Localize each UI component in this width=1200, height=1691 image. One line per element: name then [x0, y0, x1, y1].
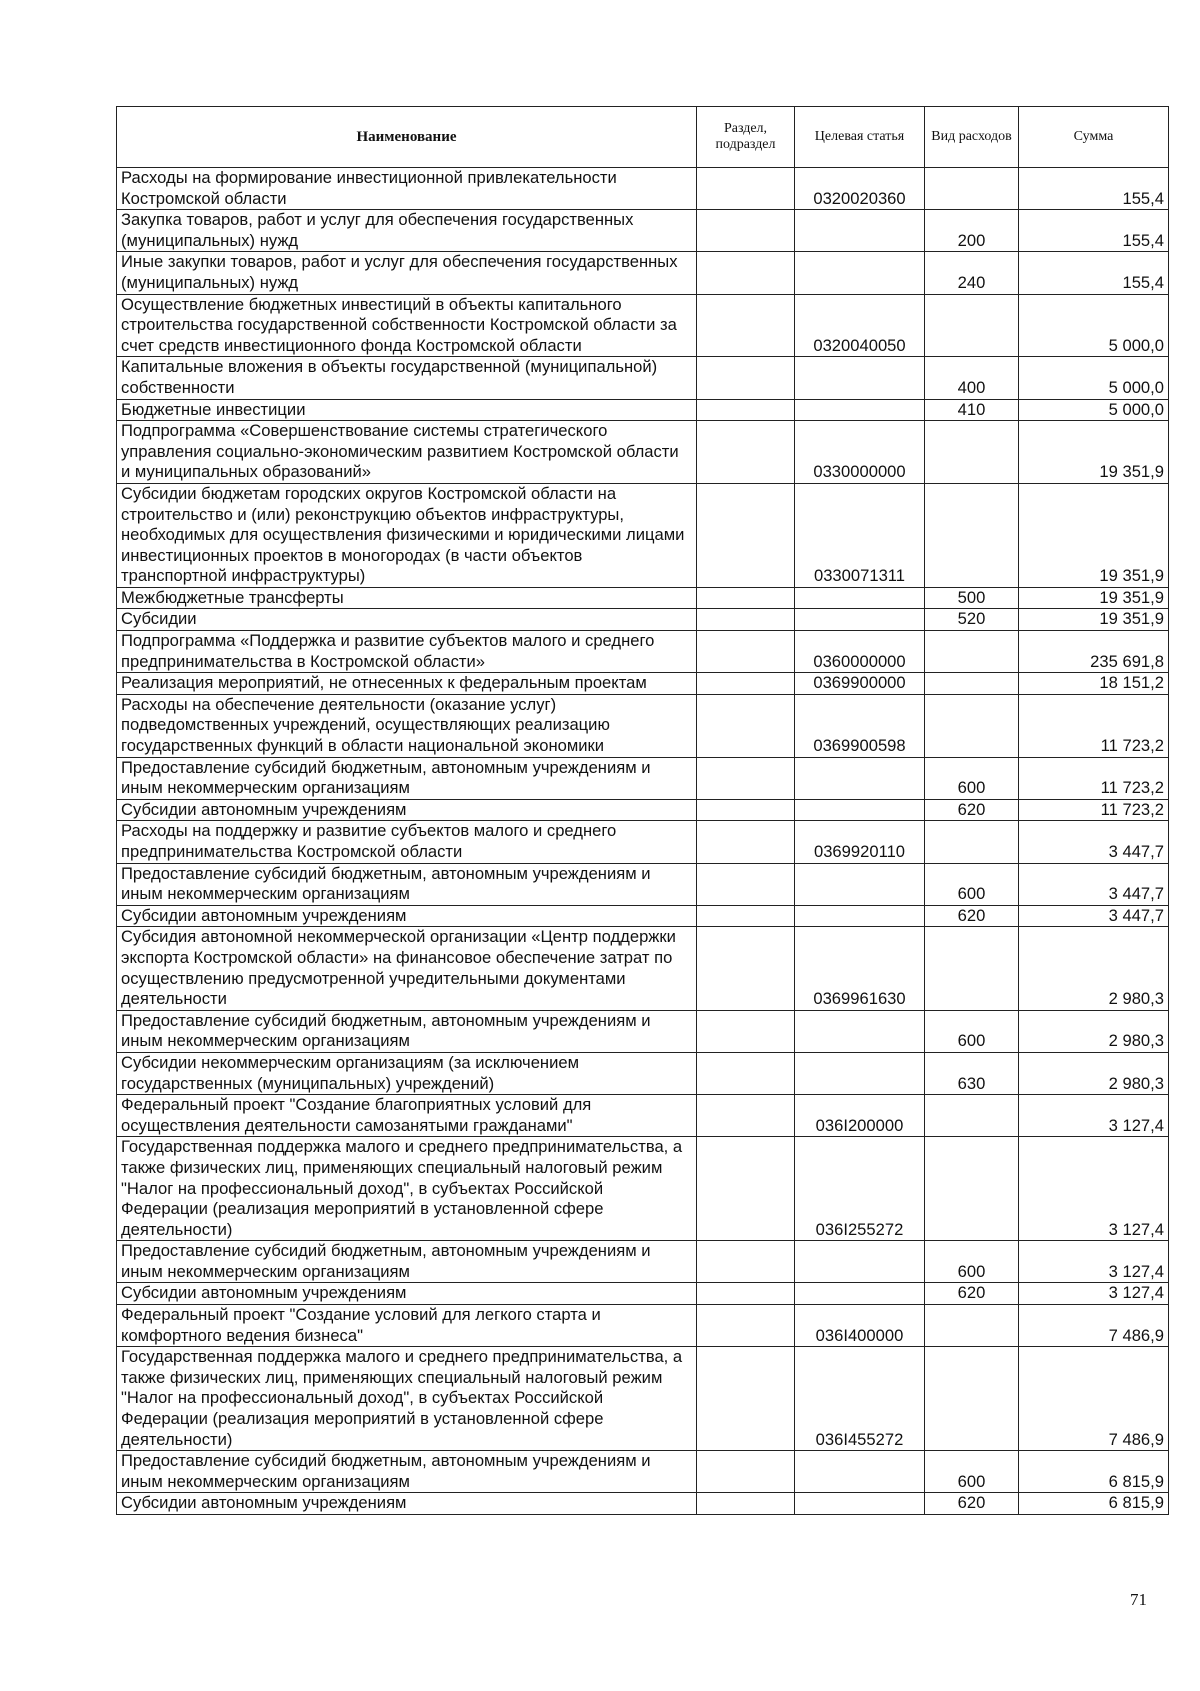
- table-row: [117, 210, 1169, 252]
- cell-kind: 620: [925, 1493, 1019, 1515]
- cell-kind: 400: [925, 357, 1019, 399]
- cell-kind: 620: [925, 905, 1019, 927]
- cell-target: 0369900000: [795, 673, 925, 695]
- table-row: [117, 1283, 1169, 1305]
- table-row: [117, 1241, 1169, 1283]
- cell-kind: 410: [925, 399, 1019, 421]
- table-row: [117, 168, 1169, 210]
- table-row: [117, 421, 1169, 484]
- cell-section: [697, 694, 795, 757]
- table-row: [117, 905, 1169, 927]
- cell-section: [697, 673, 795, 695]
- cell-kind: [925, 421, 1019, 484]
- cell-section: [697, 483, 795, 587]
- cell-name: Предоставление субсидий бюджетным, автономным учреждениям и иным некоммерческим организациям: [117, 1241, 697, 1283]
- cell-sum: 3 127,4: [1019, 1137, 1169, 1241]
- cell-sum: 6 815,9: [1019, 1451, 1169, 1493]
- header-section: Раздел, подраздел: [697, 107, 795, 168]
- cell-target: 0369961630: [795, 927, 925, 1010]
- cell-sum: 19 351,9: [1019, 421, 1169, 484]
- cell-target: 036I455272: [795, 1347, 925, 1451]
- cell-target: [795, 1451, 925, 1493]
- cell-target: [795, 357, 925, 399]
- cell-name: Государственная поддержка малого и среднего предпринимательства, а также физических лиц, применяющих специальный налоговый режим "Налог на профессиональный доход", в субъектах Российской Федерации (реализация мероприятий в установленной сфере деятельности): [117, 1137, 697, 1241]
- cell-target: 0369920110: [795, 821, 925, 863]
- cell-sum: 19 351,9: [1019, 609, 1169, 631]
- cell-section: [697, 1347, 795, 1451]
- cell-section: [697, 168, 795, 210]
- cell-name: Федеральный проект "Создание условий для легкого старта и комфортного ведения бизнеса": [117, 1305, 697, 1347]
- cell-kind: 620: [925, 799, 1019, 821]
- cell-name: Подпрограмма «Совершенствование системы стратегического управления социально-экономическим развитием Костромской области и муниципальных образований»: [117, 421, 697, 484]
- cell-target: [795, 863, 925, 905]
- cell-kind: 630: [925, 1052, 1019, 1094]
- cell-target: [795, 1241, 925, 1283]
- table-row: [117, 1493, 1169, 1515]
- cell-name: Межбюджетные трансферты: [117, 587, 697, 609]
- cell-name: Государственная поддержка малого и среднего предпринимательства, а также физических лиц, применяющих специальный налоговый режим "Налог на профессиональный доход", в субъектах Российской Федерации (реализация мероприятий в установленной сфере деятельности): [117, 1347, 697, 1451]
- table-row: [117, 694, 1169, 757]
- cell-target: [795, 1283, 925, 1305]
- cell-section: [697, 863, 795, 905]
- cell-section: [697, 1137, 795, 1241]
- cell-section: [697, 399, 795, 421]
- cell-sum: 3 447,7: [1019, 905, 1169, 927]
- cell-name: Капитальные вложения в объекты государственной (муниципальной) собственности: [117, 357, 697, 399]
- cell-section: [697, 799, 795, 821]
- cell-section: [697, 1010, 795, 1052]
- table-row: [117, 1010, 1169, 1052]
- cell-section: [697, 1241, 795, 1283]
- cell-section: [697, 421, 795, 484]
- cell-kind: 240: [925, 252, 1019, 294]
- cell-name: Субсидии бюджетам городских округов Костромской области на строительство и (или) реконструкцию объектов инфраструктуры, необходимых для осуществления физическими и юридическими лицами инвестиционных проектов в моногородах (в части объектов транспортной инфраструктуры): [117, 483, 697, 587]
- cell-name: Субсидии автономным учреждениям: [117, 905, 697, 927]
- cell-sum: 5 000,0: [1019, 294, 1169, 357]
- table-row: [117, 673, 1169, 695]
- cell-sum: 11 723,2: [1019, 694, 1169, 757]
- table-header: [117, 107, 1169, 168]
- table-row: [117, 252, 1169, 294]
- cell-name: Осуществление бюджетных инвестиций в объекты капитального строительства государственной собственности Костромской области за счет средств инвестиционного фонда Костромской области: [117, 294, 697, 357]
- header-kind: Вид расходов: [925, 107, 1019, 168]
- table-row: [117, 757, 1169, 799]
- table-row: [117, 1305, 1169, 1347]
- cell-section: [697, 587, 795, 609]
- cell-kind: 620: [925, 1283, 1019, 1305]
- cell-sum: 7 486,9: [1019, 1347, 1169, 1451]
- cell-kind: [925, 821, 1019, 863]
- cell-target: [795, 799, 925, 821]
- cell-name: Бюджетные инвестиции: [117, 399, 697, 421]
- cell-name: Предоставление субсидий бюджетным, автономным учреждениям и иным некоммерческим организациям: [117, 757, 697, 799]
- cell-kind: 600: [925, 1241, 1019, 1283]
- cell-target: [795, 609, 925, 631]
- cell-name: Предоставление субсидий бюджетным, автономным учреждениям и иным некоммерческим организациям: [117, 1010, 697, 1052]
- cell-sum: 18 151,2: [1019, 673, 1169, 695]
- cell-target: 0369900598: [795, 694, 925, 757]
- cell-target: 036I200000: [795, 1095, 925, 1137]
- cell-sum: 6 815,9: [1019, 1493, 1169, 1515]
- cell-section: [697, 1493, 795, 1515]
- cell-target: [795, 252, 925, 294]
- cell-sum: 3 127,4: [1019, 1095, 1169, 1137]
- cell-section: [697, 294, 795, 357]
- cell-kind: [925, 694, 1019, 757]
- cell-name: Расходы на поддержку и развитие субъектов малого и среднего предпринимательства Костромской области: [117, 821, 697, 863]
- cell-name: Расходы на обеспечение деятельности (оказание услуг) подведомственных учреждений, осуществляющих реализацию государственных функций в области национальной экономики: [117, 694, 697, 757]
- cell-kind: 520: [925, 609, 1019, 631]
- table-row: [117, 483, 1169, 587]
- table-row: [117, 1095, 1169, 1137]
- cell-sum: 155,4: [1019, 252, 1169, 294]
- cell-target: 036I400000: [795, 1305, 925, 1347]
- cell-target: [795, 1493, 925, 1515]
- header-target: Целевая статья: [795, 107, 925, 168]
- cell-kind: [925, 1095, 1019, 1137]
- header-row: [117, 107, 1169, 168]
- cell-sum: 5 000,0: [1019, 399, 1169, 421]
- header-name: Наименование: [117, 107, 697, 168]
- cell-target: 0330000000: [795, 421, 925, 484]
- cell-section: [697, 631, 795, 673]
- cell-name: Субсидии автономным учреждениям: [117, 1493, 697, 1515]
- cell-section: [697, 821, 795, 863]
- cell-sum: 2 980,3: [1019, 927, 1169, 1010]
- table-row: [117, 1052, 1169, 1094]
- cell-name: Субсидии автономным учреждениям: [117, 1283, 697, 1305]
- cell-sum: 3 447,7: [1019, 863, 1169, 905]
- page-number: 71: [1130, 1590, 1147, 1609]
- table-row: [117, 609, 1169, 631]
- cell-kind: [925, 483, 1019, 587]
- cell-target: 0320040050: [795, 294, 925, 357]
- cell-kind: 500: [925, 587, 1019, 609]
- cell-section: [697, 1451, 795, 1493]
- cell-kind: 600: [925, 757, 1019, 799]
- cell-sum: 19 351,9: [1019, 587, 1169, 609]
- cell-kind: [925, 927, 1019, 1010]
- table-row: [117, 587, 1169, 609]
- cell-kind: [925, 294, 1019, 357]
- cell-kind: [925, 1137, 1019, 1241]
- cell-name: Субсидии: [117, 609, 697, 631]
- cell-section: [697, 905, 795, 927]
- cell-target: 0330071311: [795, 483, 925, 587]
- budget-table: [116, 106, 1169, 1515]
- cell-target: [795, 905, 925, 927]
- cell-section: [697, 1052, 795, 1094]
- cell-target: [795, 1052, 925, 1094]
- cell-name: Подпрограмма «Поддержка и развитие субъектов малого и среднего предпринимательства в Костромской области»: [117, 631, 697, 673]
- cell-sum: 2 980,3: [1019, 1052, 1169, 1094]
- table-row: [117, 927, 1169, 1010]
- cell-sum: 11 723,2: [1019, 799, 1169, 821]
- cell-name: Федеральный проект "Создание благоприятных условий для осуществления деятельности самозанятыми гражданами": [117, 1095, 697, 1137]
- table-row: [117, 1451, 1169, 1493]
- cell-kind: 200: [925, 210, 1019, 252]
- cell-target: 0360000000: [795, 631, 925, 673]
- cell-name: Субсидия автономной некоммерческой организации «Центр поддержки экспорта Костромской области» на финансовое обеспечение затрат по осуществлению предусмотренной учредительными документами деятельности: [117, 927, 697, 1010]
- table-row: [117, 821, 1169, 863]
- cell-target: [795, 399, 925, 421]
- cell-sum: 19 351,9: [1019, 483, 1169, 587]
- cell-name: Предоставление субсидий бюджетным, автономным учреждениям и иным некоммерческим организациям: [117, 1451, 697, 1493]
- cell-section: [697, 210, 795, 252]
- cell-sum: 3 127,4: [1019, 1241, 1169, 1283]
- cell-target: [795, 587, 925, 609]
- cell-target: [795, 757, 925, 799]
- header-sum: Сумма: [1019, 107, 1169, 168]
- cell-kind: 600: [925, 1010, 1019, 1052]
- table-row: [117, 1137, 1169, 1241]
- cell-section: [697, 1283, 795, 1305]
- cell-name: Реализация мероприятий, не отнесенных к федеральным проектам: [117, 673, 697, 695]
- cell-sum: 155,4: [1019, 168, 1169, 210]
- table-body: [117, 168, 1169, 1515]
- cell-target: [795, 210, 925, 252]
- cell-kind: [925, 1305, 1019, 1347]
- cell-section: [697, 1305, 795, 1347]
- cell-target: [795, 1010, 925, 1052]
- cell-sum: 5 000,0: [1019, 357, 1169, 399]
- table-row: [117, 631, 1169, 673]
- table-row: [117, 799, 1169, 821]
- cell-kind: 600: [925, 863, 1019, 905]
- cell-section: [697, 609, 795, 631]
- table-row: [117, 1347, 1169, 1451]
- cell-name: Предоставление субсидий бюджетным, автономным учреждениям и иным некоммерческим организациям: [117, 863, 697, 905]
- cell-name: Закупка товаров, работ и услуг для обеспечения государственных (муниципальных) нужд: [117, 210, 697, 252]
- cell-kind: [925, 1347, 1019, 1451]
- cell-name: Субсидии некоммерческим организациям (за исключением государственных (муниципальных) учреждений): [117, 1052, 697, 1094]
- cell-kind: 600: [925, 1451, 1019, 1493]
- cell-sum: 155,4: [1019, 210, 1169, 252]
- cell-target: 036I255272: [795, 1137, 925, 1241]
- cell-target: 0320020360: [795, 168, 925, 210]
- cell-section: [697, 357, 795, 399]
- cell-sum: 3 127,4: [1019, 1283, 1169, 1305]
- table-row: [117, 399, 1169, 421]
- cell-name: Иные закупки товаров, работ и услуг для обеспечения государственных (муниципальных) нужд: [117, 252, 697, 294]
- cell-kind: [925, 168, 1019, 210]
- cell-section: [697, 252, 795, 294]
- cell-sum: 11 723,2: [1019, 757, 1169, 799]
- table-row: [117, 863, 1169, 905]
- table-row: [117, 294, 1169, 357]
- cell-section: [697, 927, 795, 1010]
- cell-name: Расходы на формирование инвестиционной привлекательности Костромской области: [117, 168, 697, 210]
- cell-kind: [925, 673, 1019, 695]
- cell-section: [697, 757, 795, 799]
- table-row: [117, 357, 1169, 399]
- cell-sum: 2 980,3: [1019, 1010, 1169, 1052]
- cell-section: [697, 1095, 795, 1137]
- cell-kind: [925, 631, 1019, 673]
- cell-name: Субсидии автономным учреждениям: [117, 799, 697, 821]
- cell-sum: 235 691,8: [1019, 631, 1169, 673]
- cell-sum: 3 447,7: [1019, 821, 1169, 863]
- cell-sum: 7 486,9: [1019, 1305, 1169, 1347]
